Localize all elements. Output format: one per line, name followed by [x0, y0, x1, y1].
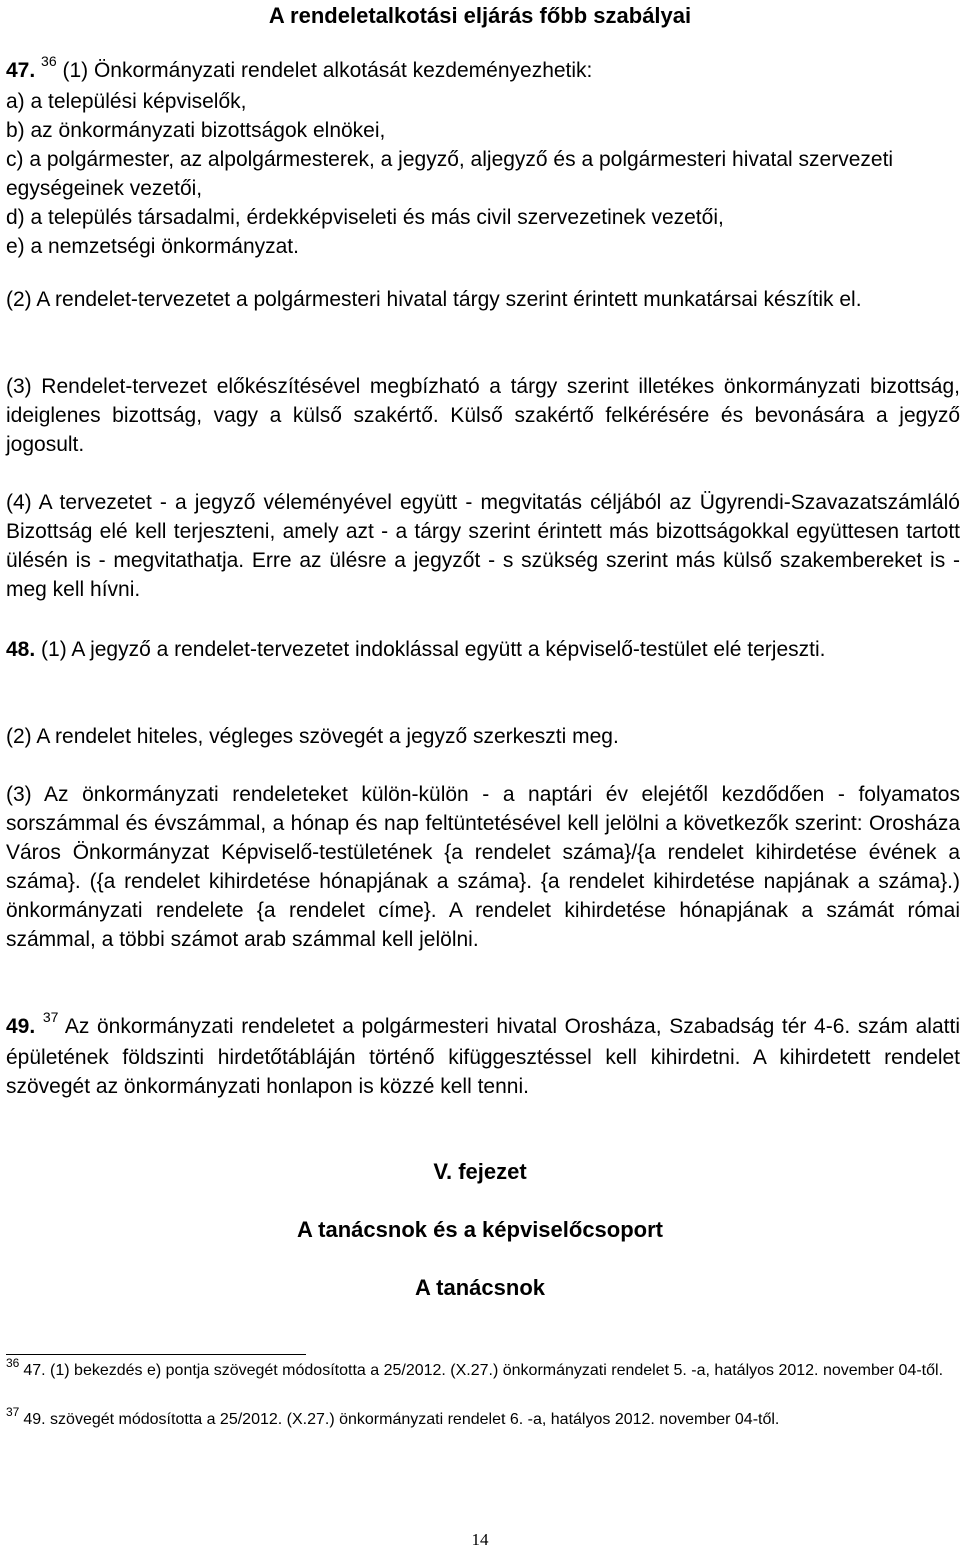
- section-number-47: 47.: [6, 59, 36, 82]
- section-heading: A rendeletalkotási eljárás főbb szabályai: [268, 3, 692, 28]
- section-number-49: 49.: [6, 1015, 36, 1038]
- list-item-a: a) a települési képviselők,: [6, 90, 247, 113]
- list-item-d: d) a település társadalmi, érdekképviseleti és más civil szervezetinek vezetői,: [6, 206, 724, 229]
- paragraph-48-1: [6, 635, 960, 664]
- section-number-48: 48.: [6, 638, 36, 661]
- paragraph-47-1: [6, 53, 960, 261]
- footnote-divider: [6, 1354, 306, 1355]
- footnote-36: [6, 1356, 960, 1382]
- paragraph-47-4: (4) A tervezetet - a jegyző véleményével együtt - megvitatás céljából az Ügyrendi-Szavazatszámláló Bizottság elé kell terjeszteni, amely azt - a tárgy szerint érintett más bizottságokkal együttesen tartott ülésén is - megvitathatja. Erre az ülésre a jegyzőt - s szükség szerint más külső szakembereket is - meg kell hívni.: [6, 491, 960, 601]
- paragraph-47-3: (3) Rendelet-tervezet előkészítésével megbízható a tárgy szerint illetékes önkormányzati bizottság, ideiglenes bizottság, vagy a külső szakértő. Külső szakértő felkérésére és bevonására a jegyző jogosult.: [6, 375, 960, 456]
- list-item-c: c) a polgármester, az alpolgármesterek, a jegyző, aljegyző és a polgármesteri hivatal szervezeti egységeinek vezetői,: [6, 148, 894, 200]
- paragraph-47-1-intro-line: [6, 53, 960, 87]
- chapter-heading: V. fejezet: [433, 1159, 527, 1184]
- footnote-mark-36: 36: [6, 1356, 20, 1370]
- list-item-b: b) az önkormányzati bizottságok elnökei,: [6, 119, 386, 142]
- paragraph-49: [6, 1009, 960, 1101]
- footnote-text-37: 49. szövegét módosította a 25/2012. (X.27.) önkormányzati rendelet 6. -a, hatályos 2012. november 04-től.: [23, 1411, 780, 1428]
- paragraph-49-text: Az önkormányzati rendeletet a polgármesteri hivatal Orosháza, Szabadság tér 4-6. szám alatti épületének földszinti hirdetőtábláján történő kifüggesztéssel kell kihirdetni. A kihirdetett rendelet szövegét az önkormányzati honlapon is közzé kell tenni.: [6, 1015, 960, 1098]
- footnote-ref-37: 37: [42, 1009, 59, 1025]
- subtitle: A tanácsnok: [414, 1275, 545, 1300]
- footnote-mark-37: 37: [6, 1405, 20, 1419]
- page-number: 14: [471, 1530, 489, 1549]
- chapter-title: A tanácsnok és a képviselőcsoport: [297, 1217, 663, 1242]
- paragraph-47-1-intro: (1) Önkormányzati rendelet alkotását kezdeményezhetik:: [62, 59, 593, 82]
- footnote-ref-36: 36: [41, 53, 57, 69]
- footnote-text-36: 47. (1) bekezdés e) pontja szövegét módosította a 25/2012. (X.27.) önkormányzati rendelet 5. -a, hatályos 2012. november 04-től.: [23, 1362, 944, 1379]
- paragraph-48-1-text: (1) A jegyző a rendelet-tervezetet indoklással együtt a képviselő-testület elé terjeszti.: [41, 638, 826, 661]
- list-item-e: e) a nemzetségi önkormányzat.: [6, 235, 299, 258]
- footnote-37: [6, 1405, 960, 1431]
- paragraph-48-3: (3) Az önkormányzati rendeleteket külön-külön - a naptári év elejétől kezdődően - folyamatos sorszámmal és évszámmal, a hónap és nap feltüntetésével kell jelölni a következők szerint: Orosháza Város Önkormányzat Képviselő-testületének {a rendelet száma}/{a rendelet kihirdetése évének a száma}. ({a rendelet kihirdetése hónapjának a száma}. {a rendelet kihirdetése napjának a száma}.) önkormányzati rendelete {a rendelet címe}. A rendelet kihirdetése hónapjának a számát római számmal, a többi számot arab számmal kell jelölni.: [6, 783, 960, 951]
- paragraph-47-2: (2) A rendelet-tervezetet a polgármesteri hivatal tárgy szerint érintett munkatársai készítik el.: [6, 288, 862, 311]
- paragraph-48-2: (2) A rendelet hiteles, végleges szövegét a jegyző szerkeszti meg.: [6, 725, 619, 748]
